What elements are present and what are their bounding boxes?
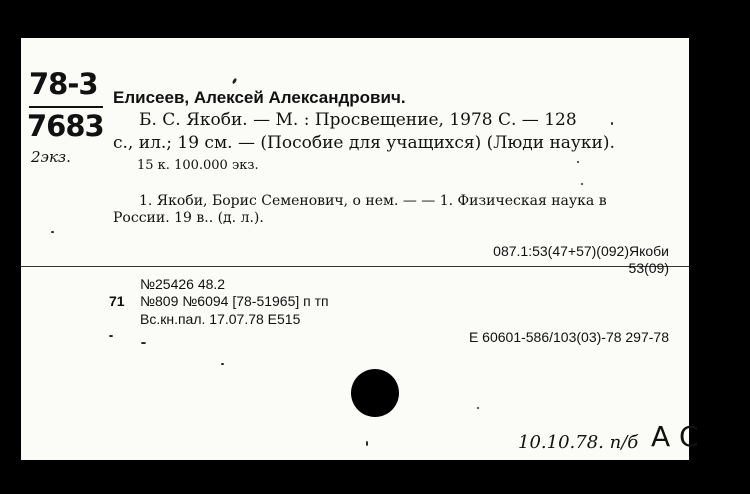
subject-headings-line-2: России. 19 в.. (д. л.). xyxy=(113,210,264,226)
shelf-mark-bottom: 7683 xyxy=(27,109,104,143)
speck xyxy=(141,342,146,344)
copies-note: 2экз. xyxy=(31,148,71,166)
shelf-mark-rule xyxy=(29,106,103,108)
subject-headings-line-1: 1. Якоби, Борис Семенович, о нем. — — 1. Физическая наука в xyxy=(139,193,607,209)
udc-classification: 087.1:53(47+57)(092)Якоби xyxy=(493,243,669,259)
catalog-card xyxy=(21,38,699,460)
technical-codes: №809 №6094 [78-51965] п тп xyxy=(140,293,329,309)
speck xyxy=(51,231,54,233)
handwritten-initials: А С xyxy=(651,420,699,453)
speck xyxy=(109,335,113,337)
speck xyxy=(611,122,613,125)
title-statement: Б. С. Якоби. — М. : Просвещение, 1978 С. — 128 xyxy=(139,110,577,130)
handwritten-date: 10.10.78. п/б xyxy=(518,432,639,453)
speck xyxy=(366,441,368,446)
speck xyxy=(221,363,224,365)
author-heading: Елисеев, Алексей Александрович. xyxy=(113,88,406,107)
title-continuation: с., ил.; 19 см. — (Пособие для учащихся) (Люди науки). xyxy=(113,133,615,153)
speck xyxy=(581,183,583,185)
chamber-date: Вс.кн.пал. 17.07.78 Е515 xyxy=(140,311,301,327)
udc-classification-secondary: 53(09) xyxy=(628,260,669,276)
punch-hole xyxy=(351,369,399,417)
price-and-print-run: 15 к. 100.000 экз. xyxy=(137,158,259,173)
speck xyxy=(477,407,479,409)
tech-number: 71 xyxy=(109,293,125,309)
card-divider-line xyxy=(21,266,689,267)
speck xyxy=(577,161,579,163)
publisher-code: Е 60601-586/103(03)-78 297-78 xyxy=(468,329,669,345)
order-number: №25426 48.2 xyxy=(140,276,226,292)
shelf-mark-top: 78-3 xyxy=(29,67,98,101)
speck xyxy=(232,78,238,85)
